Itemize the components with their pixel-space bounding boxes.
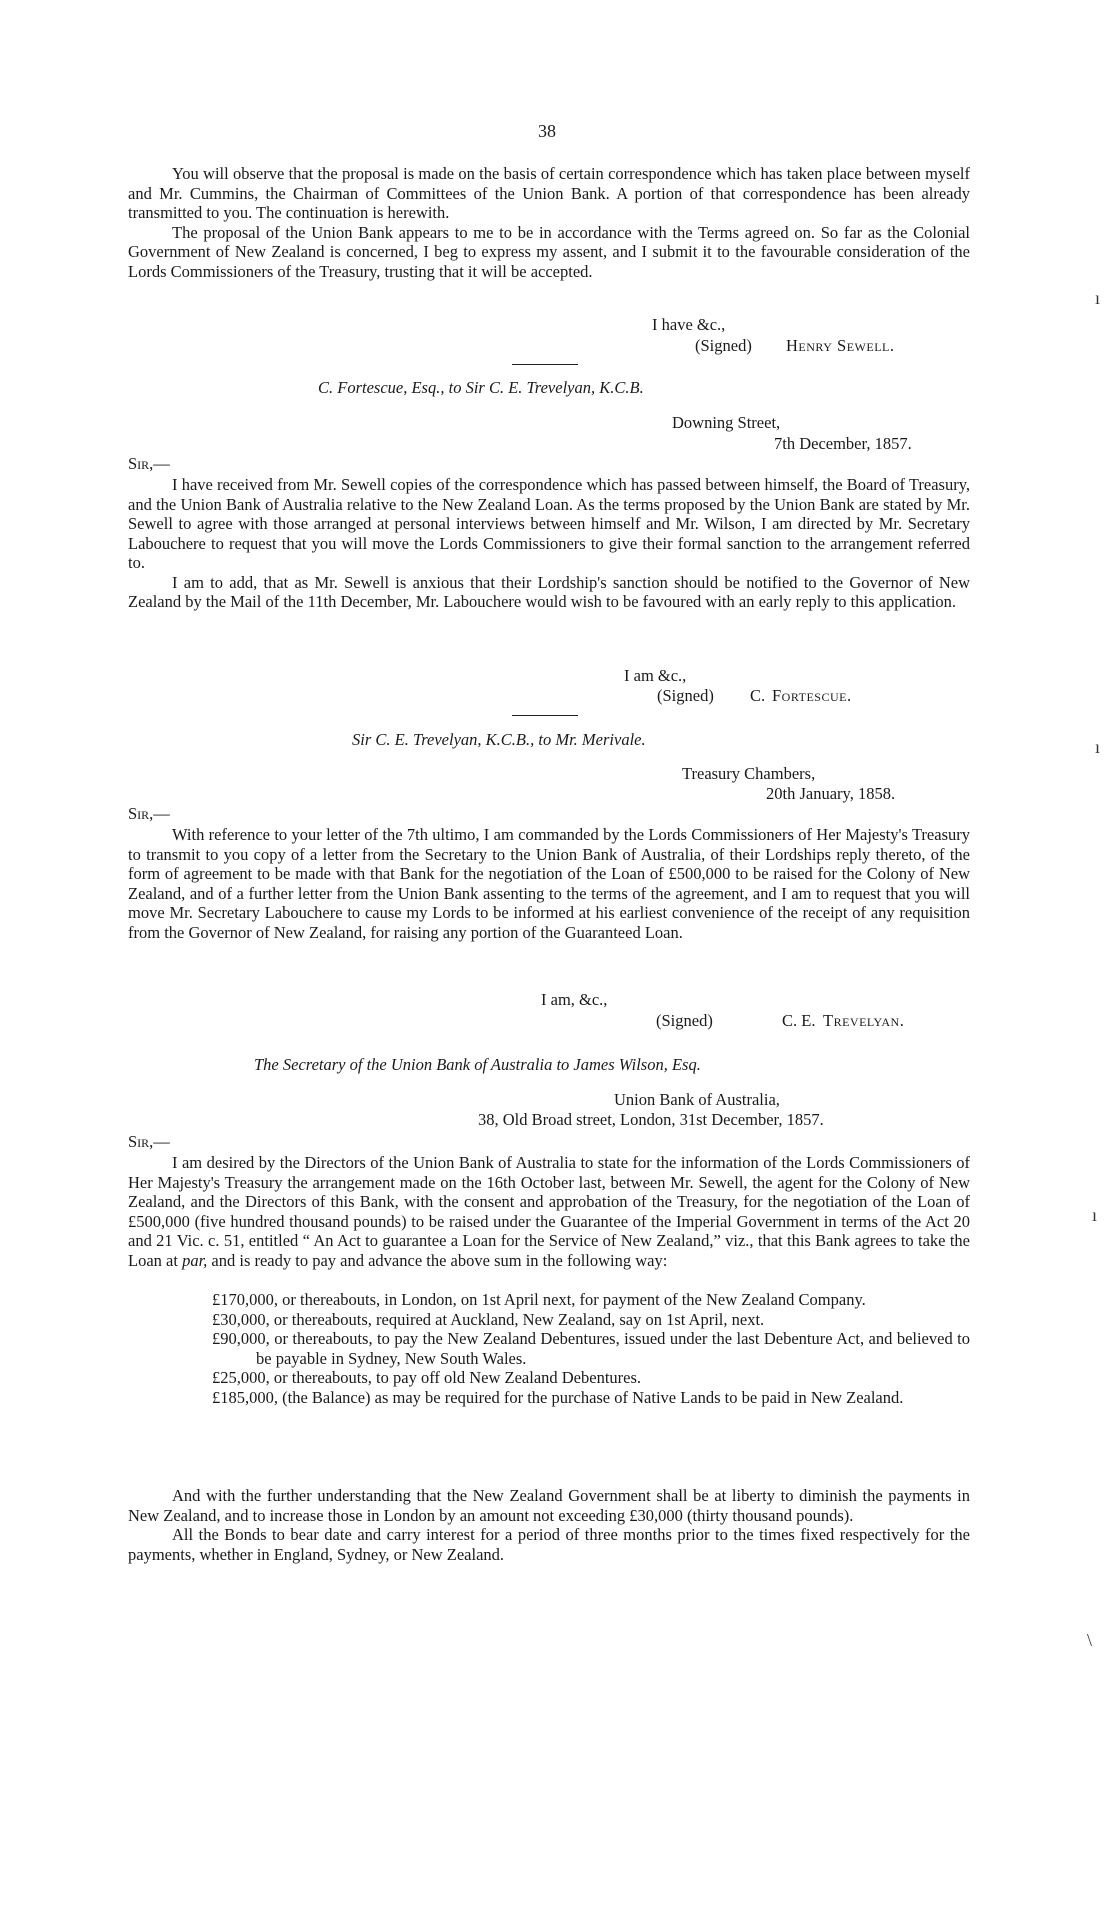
letter1-paragraph-2: The proposal of the Union Bank appears to me to be in accordance with the Terms agreed on. So far as the Colonial Government of New Zealand is concerned, I beg to express my assent, and I submit it to the favourable consideration of the Lords Commissioners of the Treasury, trusting that it will be accepted. <box>128 222 970 281</box>
letter2-signatory: Fortescue. <box>772 686 852 705</box>
letter2-address-line2: 7th December, 1857. <box>774 434 912 453</box>
letter1-closing: I have &c., <box>652 315 726 334</box>
letter2-closing: I am &c., <box>624 666 687 685</box>
letter4-paragraph-1 <box>128 1153 970 1270</box>
letter2-paragraph-2: I am to add, that as Mr. Sewell is anxious that their Lordship's sanction should be notified to the Governor of New Zealand by the Mail of the 11th December, Mr. Labouchere would wish to be favoured with an early reply to this application. <box>128 572 970 611</box>
letter3-closing: I am, &c., <box>541 990 608 1009</box>
letter4-salutation: Sir,— <box>128 1132 170 1151</box>
letter4-paragraph-3: All the Bonds to bear date and carry interest for a period of three months prior to the times fixed respectively for the payments, whether in England, Sydney, or New Zealand. <box>128 1525 970 1564</box>
letter3-address-line1: Treasury Chambers, <box>682 764 816 783</box>
divider-rule <box>512 364 578 365</box>
margin-mark: ı <box>1095 288 1101 308</box>
margin-mark: ı <box>1092 1205 1098 1225</box>
letter2-address-line1: Downing Street, <box>672 413 781 432</box>
letter3-signatory: Trevelyan. <box>823 1011 905 1030</box>
letter2-signatory-initial: C. <box>750 686 766 705</box>
letter3-signed: (Signed) <box>656 1011 713 1030</box>
list-item: £185,000, (the Balance) as may be required for the purchase of Native Lands to be paid in New Zealand. <box>212 1387 904 1407</box>
letter4-par-word: par, <box>182 1250 208 1270</box>
letter1-paragraph-1: You will observe that the proposal is made on the basis of certain correspondence which has taken place between myself and Mr. Cummins, the Chairman of Committees of the Union Bank. A portion of that correspondence has been already transmitted to you. The continuation is herewith. <box>128 164 970 222</box>
letter3-heading: Sir C. E. Trevelyan, K.C.B., to Mr. Merivale. <box>352 730 646 749</box>
letter4-heading: The Secretary of the Union Bank of Australia to James Wilson, Esq. <box>254 1055 701 1074</box>
margin-mark: \ <box>1087 1630 1093 1650</box>
list-item: £170,000, or thereabouts, in London, on 1st April next, for payment of the New Zealand Company. <box>212 1290 866 1309</box>
letter4-closing-text <box>128 1486 970 1564</box>
letter1-signed: (Signed) <box>695 336 752 355</box>
list-item: £30,000, or thereabouts, required at Auckland, New Zealand, say on 1st April, next. <box>212 1309 765 1329</box>
margin-mark: ı <box>1095 737 1101 757</box>
letter4-paragraph-1-text: I am desired by the Directors of the Union Bank of Australia to state for the information of the Lords Commissioners of Her Majesty's Treasury the arrangement made on the 16th October last, between Mr. Sewell, the agent for the Colony of New Zealand, and the Directors of this Bank, with the consent and approbation of the Treasury, for the negotiation of the Loan of £500,000 (five hundred thousand pounds) to be raised under the Guarantee of the Imperial Government in terms of the Act 20 and 21 Vic. c. 51, entitled “ An Act to guarantee a Loan for the Service of New Zealand,” viz., that this Bank agrees to take the Loan at <box>128 1153 970 1270</box>
letter4-paragraph-2: And with the further understanding that the New Zealand Government shall be at liberty to diminish the payments in New Zealand, and to increase those in London by an amount not exceeding £30,000 (thirty thousand pounds). <box>128 1486 970 1525</box>
letter1-body <box>128 164 970 281</box>
letter4-address-line1: Union Bank of Australia, <box>614 1090 780 1109</box>
letter2-body <box>128 475 970 612</box>
letter3-signatory-initials: C. E. <box>782 1011 816 1030</box>
letter2-heading: C. Fortescue, Esq., to Sir C. E. Trevelyan, K.C.B. <box>318 378 644 397</box>
letter2-paragraph-1: I have received from Mr. Sewell copies of the correspondence which has passed between himself, the Board of Treasury, and the Union Bank of Australia relative to the New Zealand Loan. As the terms proposed by the Union Bank are stated by Mr. Sewell to agree with those arranged at personal interviews between himself and Mr. Wilson, I am directed by Mr. Secretary Labouchere to request that you will move the Lords Commissioners to give their formal sanction to the arrangement referred to. <box>128 475 970 572</box>
letter3-salutation: Sir,— <box>128 804 170 823</box>
letter3-body <box>128 825 970 942</box>
letter3-paragraph-1: With reference to your letter of the 7th ultimo, I am commanded by the Lords Commissioners of Her Majesty's Treasury to transmit to you copy of a letter from the Secretary to the Union Bank of Australia, of their Lordships reply thereto, of the form of agreement to be made with that Bank for the negotiation of the Loan of £500,000 to be raised for the Colony of New Zealand, and of a further letter from the Union Bank assenting to the terms of the agreement, and I am to request that you will move Mr. Secretary Labouchere to cause my Lords to be informed at his earliest convenience of the receipt of any requisition from the Governor of New Zealand, for raising any portion of the Guaranteed Loan. <box>128 825 970 942</box>
divider-rule <box>512 715 578 716</box>
letter3-address-line2: 20th January, 1858. <box>766 784 896 803</box>
letter2-signed: (Signed) <box>657 686 714 705</box>
letter1-signatory: Henry Sewell. <box>786 336 895 355</box>
letter4-body <box>128 1153 970 1270</box>
letter4-address-line2: 38, Old Broad street, London, 31st December, 1857. <box>478 1110 824 1129</box>
list-item: £90,000, or thereabouts, to pay the New Zealand Debentures, issued under the last Debenture Act, and believed to be payable in Sydney, New South Wales. <box>212 1329 970 1368</box>
payment-list <box>212 1290 970 1407</box>
letter2-salutation: Sir,— <box>128 454 170 473</box>
page-number: 38 <box>538 121 556 141</box>
letter4-paragraph-1-end: and is ready to pay and advance the above sum in the following way: <box>207 1250 668 1270</box>
list-item: £25,000, or thereabouts, to pay off old New Zealand Debentures. <box>212 1368 642 1387</box>
